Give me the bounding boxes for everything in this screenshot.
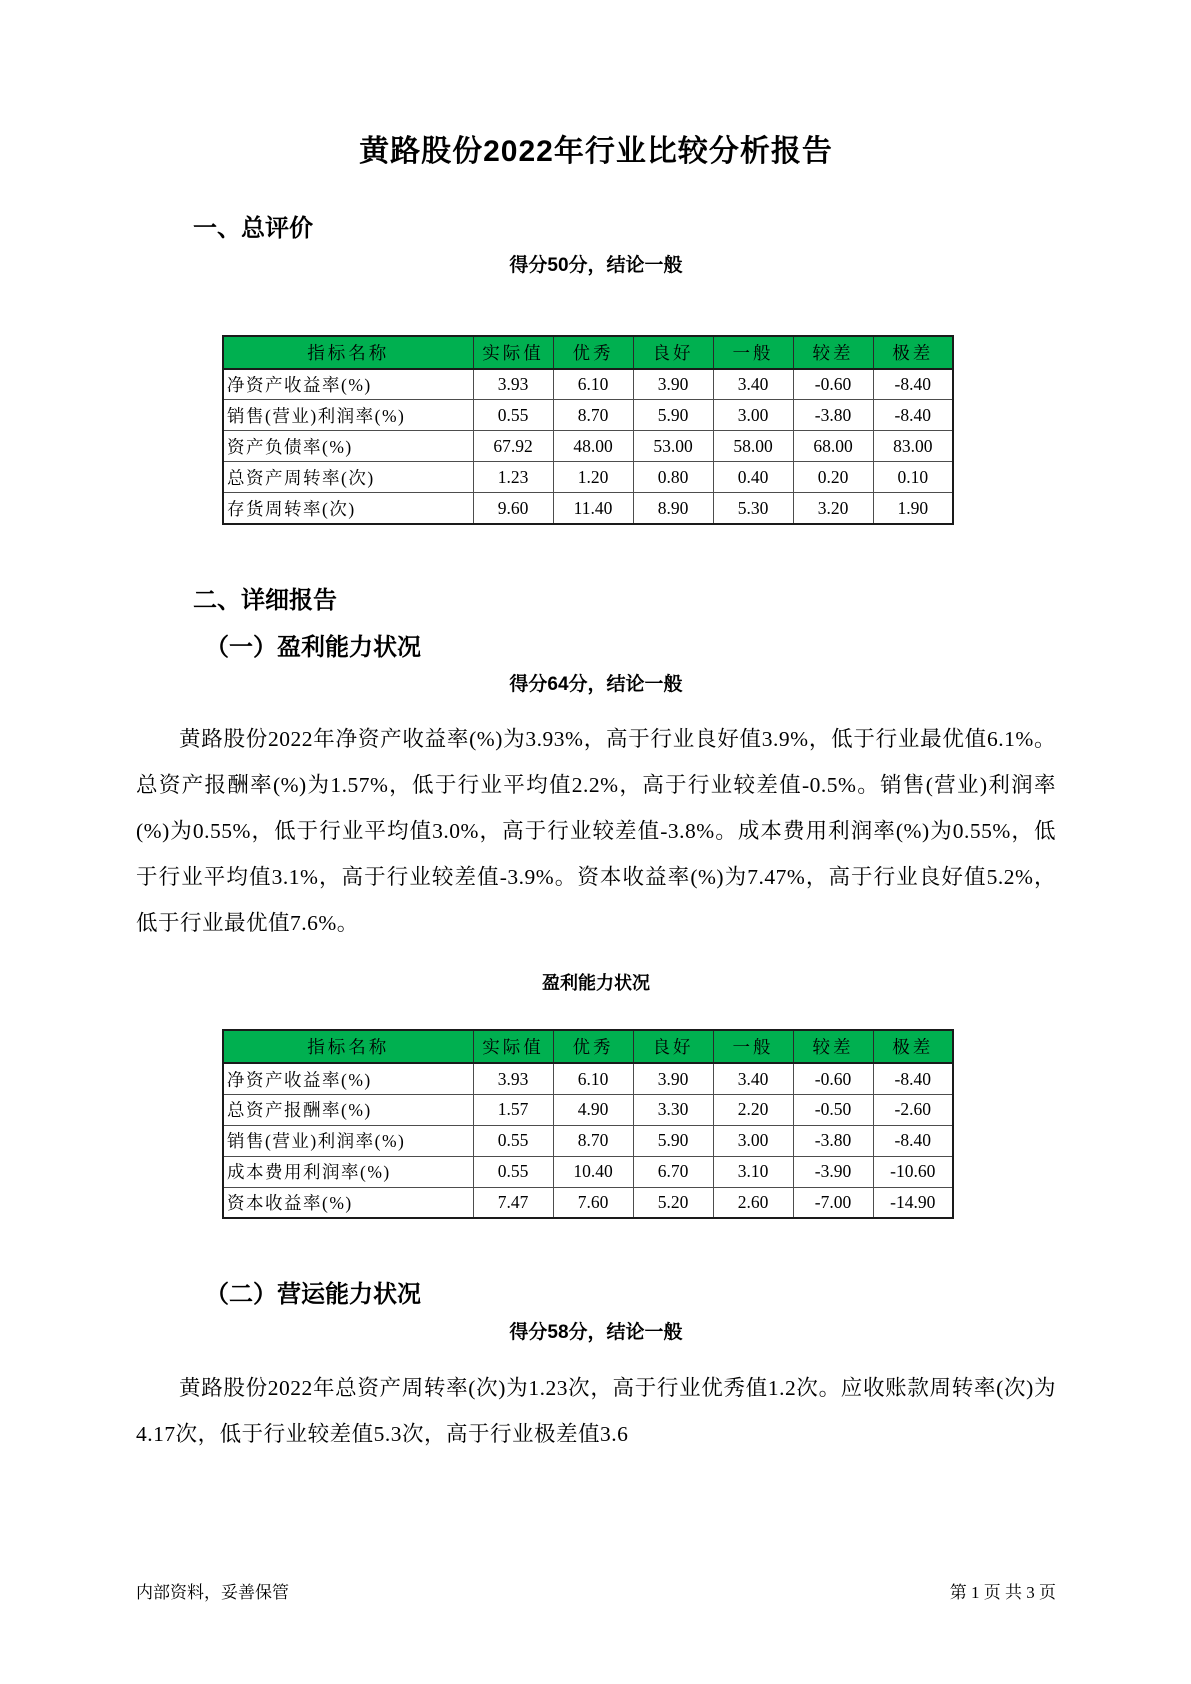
operation-score-line: 得分58分，结论一般	[509, 1321, 683, 1343]
metric-label-cell: 净资产收益率(%)	[223, 1063, 473, 1094]
metric-value-cell: 3.30	[633, 1094, 713, 1125]
metric-value-cell: 5.90	[633, 1125, 713, 1156]
col-header-actual-value: 实际值	[473, 1030, 553, 1063]
metric-value-cell: 48.00	[553, 431, 633, 462]
col-header-average: 一般	[713, 1030, 793, 1063]
metric-value-cell: -7.00	[793, 1187, 873, 1218]
metric-value-cell: -2.60	[873, 1094, 953, 1125]
col-header-metric-name: 指标名称	[223, 336, 473, 369]
metric-value-cell: -8.40	[873, 400, 953, 431]
metric-label-cell: 净资产收益率(%)	[223, 369, 473, 400]
col-header-very-poor: 极差	[873, 1030, 953, 1063]
profitability-table-header	[223, 1030, 953, 1063]
metric-value-cell: 3.10	[713, 1156, 793, 1187]
metric-value-cell: 9.60	[473, 493, 553, 524]
metric-value-cell: 6.10	[553, 1063, 633, 1094]
report-title: 黄路股份2022年行业比较分析报告	[359, 135, 833, 168]
metric-value-cell: 6.70	[633, 1156, 713, 1187]
profitability-score-line: 得分64分，结论一般	[509, 674, 683, 696]
table-row	[223, 431, 953, 462]
col-header-metric-name: 指标名称	[223, 1030, 473, 1063]
table-row	[223, 400, 953, 431]
col-header-excellent: 优秀	[553, 336, 633, 369]
metric-value-cell: 3.93	[473, 369, 553, 400]
metric-value-cell: 8.70	[553, 400, 633, 431]
metric-value-cell: 0.40	[713, 462, 793, 493]
metric-value-cell: 83.00	[873, 431, 953, 462]
overall-metrics-table	[222, 335, 954, 525]
col-header-very-poor: 极差	[873, 336, 953, 369]
metric-value-cell: 67.92	[473, 431, 553, 462]
metric-value-cell: -3.80	[793, 400, 873, 431]
metric-value-cell: 3.90	[633, 1063, 713, 1094]
metric-value-cell: 58.00	[713, 431, 793, 462]
metric-value-cell: 53.00	[633, 431, 713, 462]
metric-value-cell: -8.40	[873, 369, 953, 400]
metric-label-cell: 总资产报酬率(%)	[223, 1094, 473, 1125]
metric-label-cell: 资本收益率(%)	[223, 1187, 473, 1218]
metric-value-cell: 7.47	[473, 1187, 553, 1218]
metric-value-cell: 11.40	[553, 493, 633, 524]
metric-value-cell: 3.40	[713, 369, 793, 400]
profitability-metrics-table	[222, 1029, 954, 1219]
metric-value-cell: 0.55	[473, 1125, 553, 1156]
metric-value-cell: 5.20	[633, 1187, 713, 1218]
footer-confidential-note: 内部资料，妥善保管	[136, 1583, 289, 1602]
metric-value-cell: 1.57	[473, 1094, 553, 1125]
table-row	[223, 1187, 953, 1218]
metric-value-cell: 1.23	[473, 462, 553, 493]
table-row	[223, 1063, 953, 1094]
metric-value-cell: 5.30	[713, 493, 793, 524]
metric-value-cell: -3.80	[793, 1125, 873, 1156]
section-heading-profitability: （一）盈利能力状况	[205, 634, 421, 662]
table-row	[223, 369, 953, 400]
col-header-actual-value: 实际值	[473, 336, 553, 369]
metric-value-cell: -0.60	[793, 1063, 873, 1094]
metric-value-cell: 3.00	[713, 400, 793, 431]
metric-value-cell: -3.90	[793, 1156, 873, 1187]
metric-label-cell: 总资产周转率(次)	[223, 462, 473, 493]
metric-value-cell: -14.90	[873, 1187, 953, 1218]
overall-score-line: 得分50分，结论一般	[509, 255, 683, 277]
table-row	[223, 1156, 953, 1187]
col-header-good: 良好	[633, 1030, 713, 1063]
overall-table-header	[223, 336, 953, 369]
col-header-excellent: 优秀	[553, 1030, 633, 1063]
section-heading-operation: （二）营运能力状况	[205, 1281, 421, 1309]
metric-value-cell: 2.20	[713, 1094, 793, 1125]
metric-value-cell: 1.90	[873, 493, 953, 524]
metric-value-cell: 7.60	[553, 1187, 633, 1218]
metric-value-cell: 3.93	[473, 1063, 553, 1094]
metric-value-cell: 0.20	[793, 462, 873, 493]
col-header-average: 一般	[713, 336, 793, 369]
metric-value-cell: -8.40	[873, 1125, 953, 1156]
table-row	[223, 493, 953, 524]
overall-table-body	[223, 369, 953, 524]
metric-value-cell: 5.90	[633, 400, 713, 431]
metric-value-cell: 3.40	[713, 1063, 793, 1094]
table-row	[223, 1125, 953, 1156]
metric-value-cell: 0.10	[873, 462, 953, 493]
profitability-table-caption: 盈利能力状况	[542, 972, 650, 993]
metric-label-cell: 销售(营业)利润率(%)	[223, 1125, 473, 1156]
metric-value-cell: 0.55	[473, 1156, 553, 1187]
metric-label-cell: 存货周转率(次)	[223, 493, 473, 524]
metric-value-cell: -10.60	[873, 1156, 953, 1187]
metric-value-cell: 4.90	[553, 1094, 633, 1125]
metric-value-cell: 3.20	[793, 493, 873, 524]
section-heading-detail: 二、详细报告	[193, 586, 337, 614]
table-header-row	[223, 336, 953, 369]
metric-value-cell: 1.20	[553, 462, 633, 493]
col-header-poor: 较差	[793, 1030, 873, 1063]
metric-value-cell: 68.00	[793, 431, 873, 462]
col-header-good: 良好	[633, 336, 713, 369]
metric-value-cell: -0.50	[793, 1094, 873, 1125]
metric-value-cell: 10.40	[553, 1156, 633, 1187]
table-header-row	[223, 1030, 953, 1063]
metric-label-cell: 成本费用利润率(%)	[223, 1156, 473, 1187]
operation-paragraph: 黄路股份2022年总资产周转率(次)为1.23次，高于行业优秀值1.2次。应收账款周转率(次)为4.17次，低于行业较差值5.3次，高于行业极差值3.6	[136, 1376, 1056, 1447]
table-row	[223, 1094, 953, 1125]
metric-label-cell: 资产负债率(%)	[223, 431, 473, 462]
page-footer	[136, 1583, 1056, 1603]
metric-value-cell: 3.90	[633, 369, 713, 400]
footer-page-number: 第 1 页 共 3 页	[949, 1583, 1056, 1602]
profitability-table-body	[223, 1063, 953, 1218]
metric-value-cell: 3.00	[713, 1125, 793, 1156]
table-row	[223, 462, 953, 493]
metric-value-cell: 8.90	[633, 493, 713, 524]
metric-value-cell: 0.80	[633, 462, 713, 493]
profitability-paragraph: 黄路股份2022年净资产收益率(%)为3.93%，高于行业良好值3.9%，低于行业最优值6.1%。总资产报酬率(%)为1.57%，低于行业平均值2.2%，高于行业较差值-0.5%。销售(营业)利润率(%)为0.55%，低于行业平均值3.0%，高于行业较差值-3.8%。成本费用利润率(%)为0.55%，低于行业平均值3.1%，高于行业较差值-3.9%。资本收益率(%)为7.47%，高于行业良好值5.2%，低于行业最优值7.6%。	[136, 726, 1056, 935]
metric-value-cell: 6.10	[553, 369, 633, 400]
metric-value-cell: 0.55	[473, 400, 553, 431]
metric-value-cell: -0.60	[793, 369, 873, 400]
metric-label-cell: 销售(营业)利润率(%)	[223, 400, 473, 431]
col-header-poor: 较差	[793, 336, 873, 369]
metric-value-cell: -8.40	[873, 1063, 953, 1094]
report-content	[0, 132, 1191, 1457]
metric-value-cell: 2.60	[713, 1187, 793, 1218]
section-heading-overall: 一、总评价	[193, 215, 313, 242]
metric-value-cell: 8.70	[553, 1125, 633, 1156]
